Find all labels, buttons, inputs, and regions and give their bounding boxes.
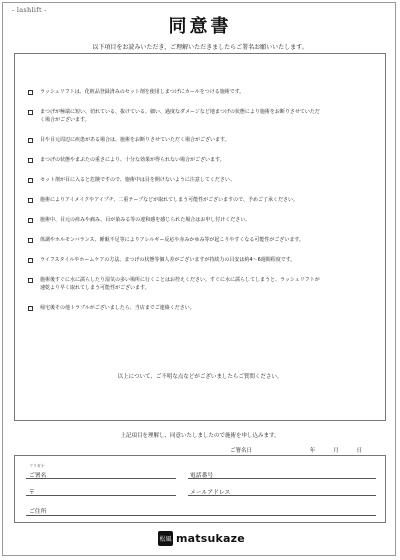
consent-item-line: 体調やホルモンバランス、睡眠不足等によりアレルギー反応や赤みかゆみ等が起こりやすくなる可能性がございます。 — [40, 237, 304, 243]
consent-item — [28, 304, 378, 312]
address-field-label[interactable]: ご住所 — [29, 509, 47, 515]
consent-checkbox[interactable] — [28, 158, 33, 163]
consent-item-text — [40, 108, 320, 124]
consent-item — [28, 256, 378, 264]
furigana-label: フリガナ — [29, 463, 45, 468]
consent-item-line: セット剤が目に入ると危険ですので、施術中は目を開けないように注意してください。 — [40, 177, 235, 183]
consent-item — [28, 236, 378, 244]
address-line — [26, 515, 376, 516]
consent-checkbox[interactable] — [28, 138, 33, 143]
consent-checkbox[interactable] — [28, 90, 33, 95]
postal-line — [26, 495, 176, 496]
consent-item — [28, 176, 378, 184]
signature-day-label: 日 — [356, 448, 363, 454]
consent-item-line: ラッシュリフトは、化粧品登録済みのセット剤を使用しまつげにカールをつける施術です。 — [40, 89, 245, 95]
consent-checkbox[interactable] — [28, 110, 33, 115]
email-field-label[interactable]: メールアドレス — [190, 490, 231, 496]
consent-checkbox[interactable] — [28, 258, 33, 263]
name-line — [26, 478, 176, 479]
signature-month-label: 月 — [333, 448, 339, 454]
consent-checkbox[interactable] — [28, 238, 33, 243]
consent-checkbox[interactable] — [28, 278, 33, 283]
signature-date-row — [230, 446, 380, 454]
consent-item-text — [40, 256, 295, 264]
page-title: 同意書 — [168, 16, 232, 37]
consent-item — [28, 276, 378, 292]
consent-items-list — [28, 88, 378, 312]
consent-item — [28, 136, 378, 144]
consent-checkbox[interactable] — [28, 178, 33, 183]
consent-item-line: まつげが極端に短い、切れている、抜けている、細い、過度なダメージなど地まつげの状態により施術をお断りさせていただ — [40, 109, 320, 115]
phone-field-label[interactable]: 電話番号 — [190, 473, 214, 479]
closing-note: 以上について、ご不明な点などがございましたらご質問ください。 — [117, 374, 283, 380]
consent-item-text — [40, 156, 225, 164]
email-line — [188, 495, 376, 496]
consent-item-text — [40, 236, 304, 244]
consent-item-line: 施術によりアイメイクやアイプチ、二重テープなどが取れてしまう可能性がございますので、予めご了承ください。 — [40, 197, 299, 203]
name-field-label[interactable]: ご署名 — [29, 473, 47, 479]
brand-logo-mark: 松風 — [158, 531, 173, 546]
consent-item-line: 目や目元周辺に疾患がある場合は、施術をお断りさせていただく場合がございます。 — [40, 137, 230, 143]
consent-item-text — [40, 176, 235, 184]
signature-date-label: ご署名日 — [230, 448, 253, 454]
consent-checkbox[interactable] — [28, 198, 33, 203]
consent-item-line: く場合がございます。 — [40, 117, 90, 123]
consent-item-line: ライフスタイルやホームケアの方法、まつげの状態等個人差がございますが持続力の目安は約4〜6週間程度です。 — [40, 257, 296, 263]
signature-year-label: 年 — [309, 448, 316, 454]
consent-checkbox[interactable] — [28, 306, 33, 311]
consent-item-text — [40, 276, 320, 292]
postal-field-label[interactable]: 〒 — [29, 490, 35, 496]
consent-item-line: 速乾より早く取れてしまう可能性がございます。 — [40, 285, 150, 291]
consent-item-text — [40, 196, 298, 204]
consent-item-line: 帰宅後その他トラブルがございましたら、当店までご連絡ください。 — [40, 305, 195, 311]
consent-item-text — [40, 216, 250, 224]
consent-item — [28, 196, 378, 204]
consent-item — [28, 216, 378, 224]
consent-item-text — [40, 88, 244, 96]
consent-item — [28, 156, 378, 164]
consent-item-line: 施術中、目元の痒みや痛み、目が染みる等の違和感を感じられた場合はお申し付けください。 — [40, 217, 251, 223]
brand-logo — [158, 531, 245, 546]
agreement-statement: 上記項目を理解し、同意いたしましたので施術を申し込みます。 — [120, 433, 280, 439]
consent-item-line: まつげの状態やまぶたの重さにより、十分な効果が得られない場合がございます。 — [40, 157, 225, 163]
phone-line — [188, 478, 376, 479]
consent-item — [28, 108, 378, 124]
consent-item — [28, 88, 378, 96]
consent-item-text — [40, 136, 230, 144]
consent-item-line: 施術後すぐに水に濡らしたり湿気の多い場所に行くことはお控えください。すぐに水に濡らしてしまうと、ラッシュリフトが — [40, 277, 320, 283]
page-subtitle: 以下項目をお読みいただき、ご理解いただきましたらご署名お願いいたします。 — [92, 44, 308, 51]
brand-logo-text: matsukaze — [176, 532, 245, 545]
consent-checkbox[interactable] — [28, 218, 33, 223]
brand-tag: - lashlift - — [12, 6, 47, 14]
consent-item-text — [40, 304, 195, 312]
